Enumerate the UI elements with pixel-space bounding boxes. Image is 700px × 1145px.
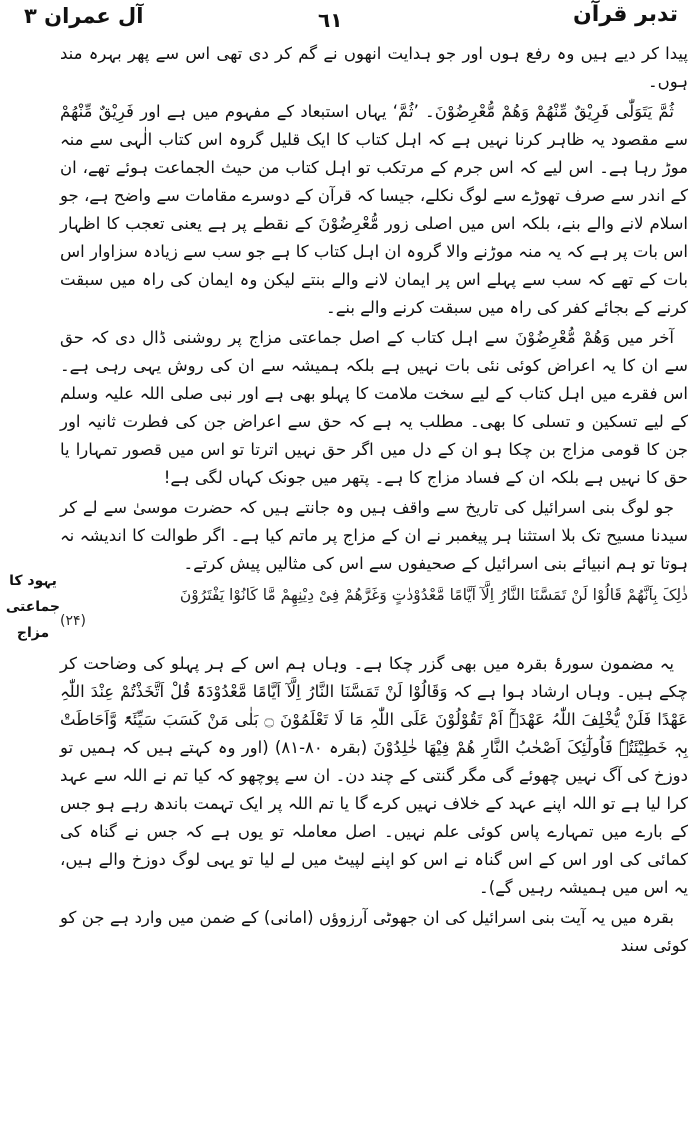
paragraph: یہ مضمون سورۂ بقرہ میں بھی گزر چکا ہے۔ وہاں ہم اس کے ہر پہلو کی وضاحت کر چکے ہیں۔ وہاں ارشاد ہوا ہے کہ وَقَالُوْا لَنْ تَمَسَّنَا النَّارُ اِلَّآ اَیَّامًا مَّعْدُوْدَۃً قُلْ اَتَّخَذْتُمْ عِنْدَ اللّٰہِ عَھْدًا فَلَنْ یُّخْلِفَ اللّٰہُ عَھْدَہٗٓ اَمْ تَقُوْلُوْنَ عَلَی اللّٰہِ مَا لَا تَعْلَمُوْنَ ۝ بَلٰی مَنْ کَسَبَ سَیِّئَۃً وَّاَحَاطَتْ بِہٖ خَطِیْٓئَتُہٗ فَاُولٰٓئِکَ اَصْحٰبُ النَّارِ ھُمْ فِیْھَا خٰلِدُوْنَ (بقرہ ۸۰-۸۱) (اور وہ کہتے ہیں کہ ہمیں تو دوزخ کی آگ نہیں چھوئے گی مگر گنتی کے چند دن۔ ان سے پوچھو کہ کیا تم نے اللہ سے عہد کرا لیا ہے تو اللہ اپنے عہد کے خلاف نہیں کرے گا یا تم اللہ پر ایک تہمت باندھ رہے ہو جس کے بارے میں تمہارے پاس کوئی علم نہیں۔ اصل معاملہ تو یوں ہے کہ جس نے گناہ کی کمائی کی اور اس کے اس گناہ نے اس کو اپنے لپیٹ میں لے لیا تو یہی لوگ دوزخ والے ہیں، یہ اس میں ہمیشہ رہیں گے)۔ [60, 654, 688, 897]
running-head [0, 0, 700, 38]
margin-note: یہود کا جماعتی مزاج [5, 573, 60, 641]
surah-name: آل عمران ۳ [24, 4, 144, 28]
verse-text: ذٰلِکَ بِاَنَّھُمْ قَالُوْا لَنْ تَمَسَّنَا النَّارُ اِلَّآ اَیَّامًا مَّعْدُوْدٰتٍ وَغَرَّھُمْ فِیْ دِیْنِھِمْ مَّا کَانُوْا یَفْتَرُوْنَ [179, 586, 688, 604]
page-number: ٦١ [318, 8, 343, 32]
book-title: تدبر قرآن [573, 2, 678, 27]
paragraph: جو لوگ بنی اسرائیل کی تاریخ سے واقف ہیں وہ جانتے ہیں کہ حضرت موسیٰ سے لے کر سیدنا مسیح تک بلا استثنا ہر پیغمبر نے ان کے مزاج پر ماتم کیا ہے۔ اگر طوالت کا اندیشہ نہ ہوتا تو ہم انبیائے بنی اسرائیل کے صحیفوں سے اس کی مثالیں پیش کرتے۔ [60, 498, 688, 573]
verse-reference: (۲۴) [60, 613, 86, 629]
paragraph: پیدا کر دیے ہیں وہ رفع ہوں اور جو ہدایت انھوں نے گم کر دی تھی اس سے پھر بہرہ مند ہوں۔ [60, 44, 688, 91]
paragraph: بقرہ میں یہ آیت بنی اسرائیل کی ان جھوٹی آرزوؤں (امانی) کے ضمن میں وارد ہے جن کو کوئی سند [60, 908, 688, 955]
paragraph: ثُمَّ یَتَوَلّٰی فَرِیْقٌ مِّنْھُمْ وَھُمْ مُّعْرِضُوْنَ۔ ’ثُمَّ‘ یہاں استبعاد کے مفہوم میں ہے اور فَرِیْقٌ مِّنْھُمْ سے مقصود یہ ظاہر کرنا نہیں ہے کہ اہل کتاب کا ایک قلیل گروہ اس کتاب الٰہی سے منہ موڑ رہا ہے۔ اس لیے کہ اس جرم کے مرتکب تو اہل کتاب من حیث الجماعت ہوئے تھے، ان کے اندر سے صرف تھوڑے سے لوگ نکلے، جیسا کہ قرآن کے دوسرے مقامات سے واضح ہے، جو اسلام لانے والے بنے، بلکہ اس میں اصلی زور مُّعْرِضُوْنَ کے نقطے پر ہے یعنی تعجب کا اظہار اس بات پر ہے کہ یہ منہ موڑنے والا گروہ ان اہل کتاب کا ہے جو سب سے زیادہ سزاوار اس بات کے تھے کہ سب سے پہلے اس پر ایمان لانے والے بنتے لیکن وہ ایمان کی راہ میں سبقت کرنے کے بجائے کفر کی راہ میں سبقت کرنے والے بنے۔ [60, 102, 688, 317]
quran-verse [60, 582, 688, 634]
paragraph: آخر میں وَھُمْ مُّعْرِضُوْنَ سے اہل کتاب کے اصل جماعتی مزاج پر روشنی ڈال دی کہ حق سے ان کا یہ اعراض کوئی نئی بات نہیں ہے بلکہ ہمیشہ سے ان کی روش یہی رہی ہے۔ اس فقرے میں اہل کتاب کے لیے سخت ملامت کا پہلو بھی ہے اور نبی صلی اللہ علیہ وسلم کے لیے تسکین و تسلی کا بھی۔ مطلب یہ ہے کہ حق سے اعراض جن کی فطرت ثانیہ اور جن کا قومی مزاج بن چکا ہو ان کے دل میں اگر حق نہیں اترتا تو اس میں قصور تمہارا یا حق کا نہیں ہے بلکہ ان کے فساد مزاج کا ہے۔ پتھر میں جونک کہاں لگی ہے! [60, 328, 688, 487]
main-text [60, 40, 688, 962]
